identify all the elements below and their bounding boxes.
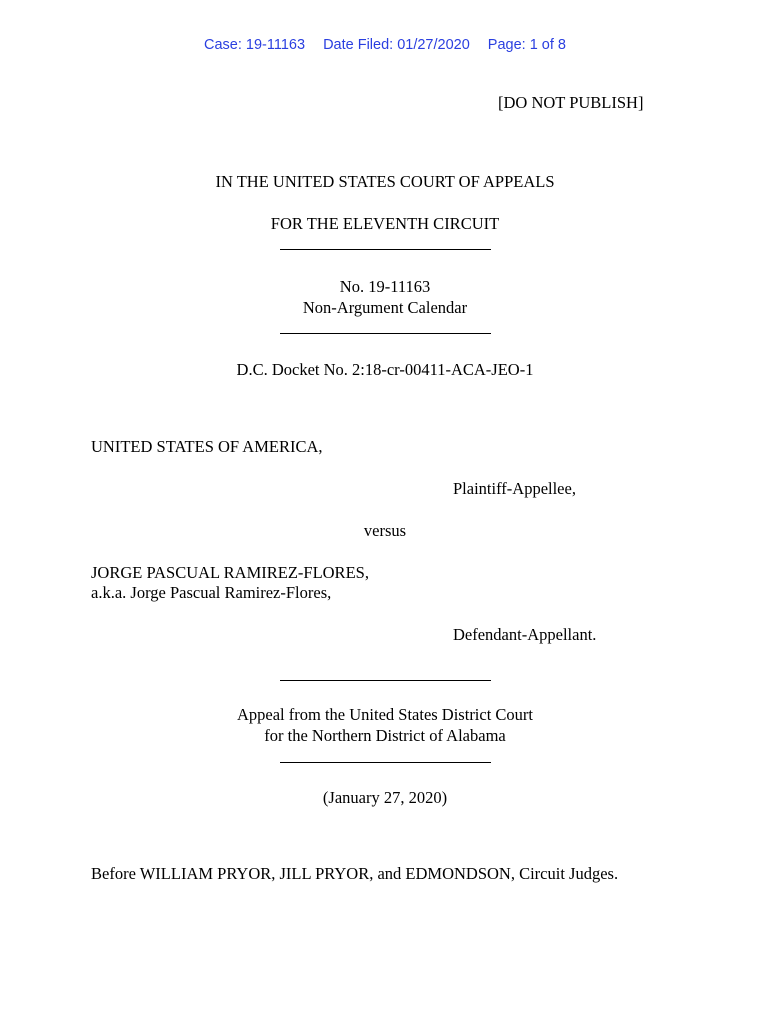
decision-date: (January 27, 2020) xyxy=(322,788,448,807)
defendant-name: JORGE PASCUAL RAMIREZ-FLORES, xyxy=(91,563,369,582)
divider xyxy=(280,333,491,334)
docket-number: D.C. Docket No. 2:18-cr-00411-ACA-JEO-1 xyxy=(236,360,534,379)
appeal-district: for the Northern District of Alabama xyxy=(264,726,506,745)
plaintiff-role: Plaintiff-Appellee, xyxy=(453,479,576,498)
versus-label: versus xyxy=(363,521,407,540)
judges-panel: Before WILLIAM PRYOR, JILL PRYOR, and EDMONDSON, Circuit Judges. xyxy=(91,864,619,883)
divider xyxy=(280,680,491,681)
filing-stamp xyxy=(0,37,770,53)
defendant-aka: a.k.a. Jorge Pascual Ramirez-Flores, xyxy=(91,583,332,602)
appeal-origin: Appeal from the United States District Court xyxy=(236,705,534,724)
circuit-name: FOR THE ELEVENTH CIRCUIT xyxy=(270,214,500,233)
divider xyxy=(280,762,491,763)
case-number-stamp: Case: 19-11163 xyxy=(204,37,306,53)
court-name: IN THE UNITED STATES COURT OF APPEALS xyxy=(215,172,555,191)
case-number: No. 19-11163 xyxy=(339,277,431,296)
publish-notice: [DO NOT PUBLISH] xyxy=(498,93,644,112)
defendant-role: Defendant-Appellant. xyxy=(453,625,597,644)
date-filed-stamp: Date Filed: 01/27/2020 xyxy=(323,37,470,53)
calendar-type: Non-Argument Calendar xyxy=(302,298,468,317)
plaintiff-name: UNITED STATES OF AMERICA, xyxy=(91,437,323,456)
divider xyxy=(280,249,491,250)
page-count-stamp: Page: 1 of 8 xyxy=(487,37,566,53)
